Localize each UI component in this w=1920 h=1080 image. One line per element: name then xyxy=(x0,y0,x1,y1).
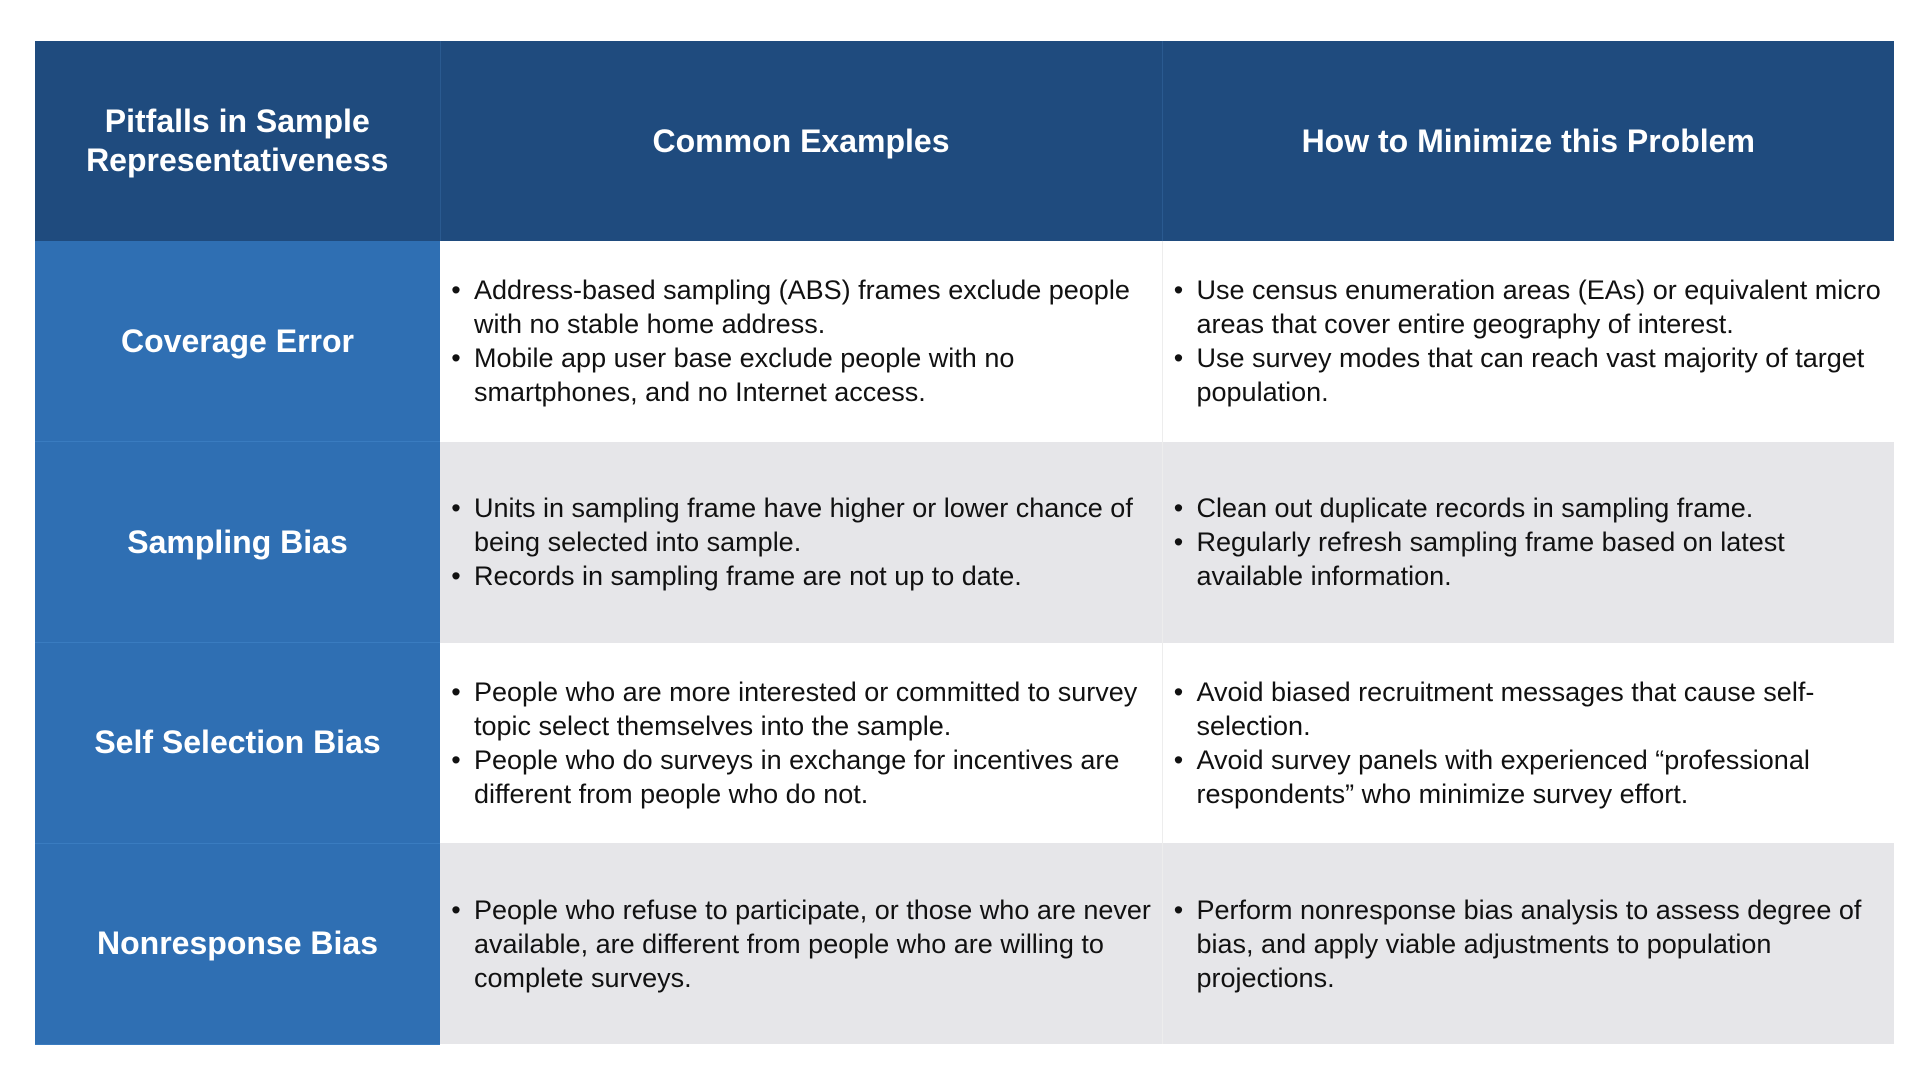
table-row xyxy=(35,843,1894,1044)
bullet-icon: • xyxy=(451,894,461,925)
examples-cell xyxy=(440,442,1162,643)
example-item xyxy=(446,341,1158,409)
examples-list xyxy=(446,893,1158,995)
bullet-icon: • xyxy=(1173,493,1184,524)
header-pitfalls: Pitfalls in Sample Representativeness xyxy=(35,41,440,241)
header-common-examples: Common Examples xyxy=(440,41,1162,241)
solution-item xyxy=(1169,743,1891,811)
example-item xyxy=(446,559,1158,593)
table-row xyxy=(35,241,1894,442)
examples-cell xyxy=(440,843,1162,1044)
example-item-text: Mobile app user base exclude people with no smartphones, and no Internet access. xyxy=(474,343,1015,408)
solution-item xyxy=(1169,675,1891,743)
pitfall-name: Self Selection Bias xyxy=(35,643,440,844)
example-item-text: Records in sampling frame are not up to date. xyxy=(474,561,1022,592)
examples-list xyxy=(446,273,1158,409)
table-row xyxy=(35,442,1894,643)
examples-cell xyxy=(440,643,1162,844)
bullet-icon: • xyxy=(451,676,461,707)
header-row xyxy=(35,41,1894,241)
bullet-icon: • xyxy=(1173,676,1184,707)
example-item-text: Units in sampling frame have higher or lower chance of being selected into sample. xyxy=(474,493,1133,558)
solution-item-text: Avoid survey panels with experienced “professional respondents” who minimize survey effort. xyxy=(1196,744,1810,809)
bullet-icon: • xyxy=(1173,527,1184,558)
bullet-icon: • xyxy=(451,275,461,306)
example-item xyxy=(446,273,1158,341)
bullet-icon: • xyxy=(451,744,461,775)
solutions-cell xyxy=(1162,241,1894,442)
header-how-to-minimize: How to Minimize this Problem xyxy=(1162,41,1894,241)
sampling-pitfalls-table xyxy=(35,41,1894,1045)
bullet-icon: • xyxy=(451,493,461,524)
example-item-text: People who do surveys in exchange for incentives are different from people who do not. xyxy=(474,744,1120,809)
bullet-icon: • xyxy=(451,343,461,374)
sampling-pitfalls-table-container xyxy=(35,41,1894,1044)
solution-item xyxy=(1169,525,1891,593)
pitfall-name: Coverage Error xyxy=(35,241,440,442)
solution-item-text: Clean out duplicate records in sampling frame. xyxy=(1196,493,1754,524)
solution-item xyxy=(1169,273,1891,341)
example-item-text: Address-based sampling (ABS) frames exclude people with no stable home address. xyxy=(474,275,1130,340)
solutions-list xyxy=(1169,491,1891,593)
bullet-icon: • xyxy=(1173,343,1184,374)
bullet-icon: • xyxy=(1173,894,1184,925)
solution-item-text: Use survey modes that can reach vast majority of target population. xyxy=(1196,343,1865,408)
solution-item xyxy=(1169,341,1891,409)
solutions-cell xyxy=(1162,442,1894,643)
examples-cell xyxy=(440,241,1162,442)
table-header xyxy=(35,41,1894,241)
solution-item-text: Regularly refresh sampling frame based on latest available information. xyxy=(1196,527,1785,592)
bullet-icon: • xyxy=(1173,744,1184,775)
example-item-text: People who refuse to participate, or those who are never available, are different from people who are willing to complete surveys. xyxy=(474,894,1151,993)
solution-item xyxy=(1169,893,1891,995)
bullet-icon: • xyxy=(1173,275,1184,306)
examples-list xyxy=(446,675,1158,811)
solutions-cell xyxy=(1162,843,1894,1044)
example-item xyxy=(446,675,1158,743)
examples-list xyxy=(446,491,1158,593)
pitfall-name: Nonresponse Bias xyxy=(35,843,440,1044)
pitfall-name: Sampling Bias xyxy=(35,442,440,643)
table-body xyxy=(35,241,1894,1044)
solutions-list xyxy=(1169,893,1891,995)
example-item xyxy=(446,491,1158,559)
solution-item-text: Use census enumeration areas (EAs) or equivalent micro areas that cover entire geography of interest. xyxy=(1196,275,1881,340)
solutions-list xyxy=(1169,675,1891,811)
bullet-icon: • xyxy=(451,561,461,592)
solutions-cell xyxy=(1162,643,1894,844)
example-item xyxy=(446,893,1158,995)
solution-item-text: Avoid biased recruitment messages that cause self-selection. xyxy=(1196,676,1815,741)
solutions-list xyxy=(1169,273,1891,409)
example-item-text: People who are more interested or committed to survey topic select themselves into the sample. xyxy=(474,676,1138,741)
example-item xyxy=(446,743,1158,811)
solution-item xyxy=(1169,491,1891,525)
solution-item-text: Perform nonresponse bias analysis to assess degree of bias, and apply viable adjustments to population projections. xyxy=(1196,894,1862,993)
table-row xyxy=(35,643,1894,844)
